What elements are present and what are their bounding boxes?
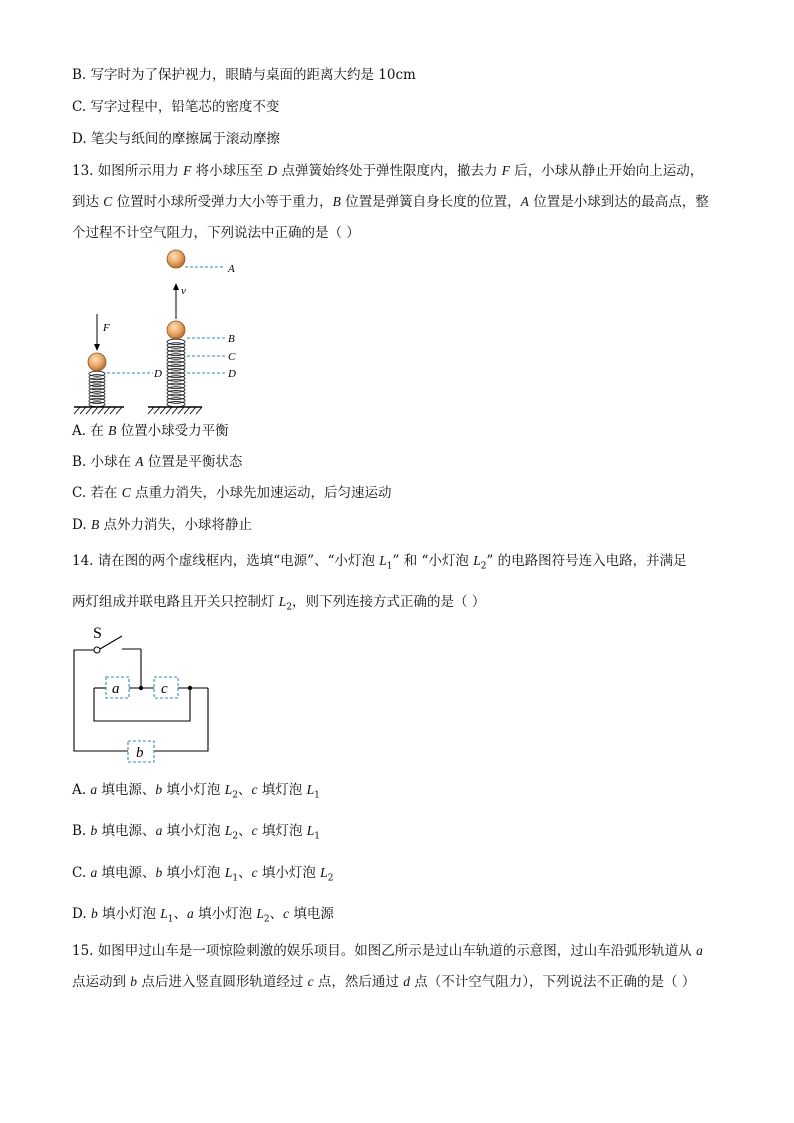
q13-option-d: D. B 点外力消失，小球将静止 bbox=[72, 517, 252, 533]
ground-hatch bbox=[184, 407, 190, 414]
ground-hatch bbox=[104, 407, 110, 414]
q14-stem-line-2: 两灯组成并联电路且开关只控制灯 $L_2$，则下列连接方式正确的是（ ） bbox=[72, 594, 486, 613]
ground-hatch bbox=[110, 407, 116, 414]
label-f: F bbox=[103, 322, 110, 334]
junction-dot bbox=[188, 686, 192, 690]
ground-hatch bbox=[196, 407, 202, 414]
label-b: B bbox=[228, 333, 235, 345]
ground-hatch bbox=[74, 407, 80, 414]
spring-ball-figure bbox=[60, 245, 260, 415]
label-c: C bbox=[228, 351, 236, 363]
ground-hatch bbox=[160, 407, 166, 414]
ground-hatch bbox=[172, 407, 178, 414]
junction-dot bbox=[139, 686, 143, 690]
ground-hatch bbox=[86, 407, 92, 414]
ground-hatch bbox=[178, 407, 184, 414]
svg-text:a: a bbox=[112, 681, 120, 697]
q15-stem-line-2: 点运动到 b 点后进入竖直圆形轨道经过 c 点，然后通过 d 点（不计空气阻力），下列说法不正确的是（ ） bbox=[72, 974, 696, 990]
q13-stem-line-1: 13. 如图所示用力 F 将小球压至 D 点弹簧始终处于弹性限度内，撤去力 F 后，小球从静止开始向上运动， bbox=[72, 163, 704, 179]
svg-text:c: c bbox=[161, 681, 168, 697]
ball-left bbox=[88, 353, 106, 371]
q14-stem-line-1: 14. 请在图的两个虚线框内，选填“电源”、“小灯泡 $L_1$” 和 “小灯泡 $L_2$” 的电路图符号连入电路，并满足 bbox=[72, 553, 687, 572]
ground-hatch bbox=[92, 407, 98, 414]
ground-hatch bbox=[166, 407, 172, 414]
ground-hatch bbox=[98, 407, 104, 414]
ground-hatch bbox=[80, 407, 86, 414]
q13-stem-line-2: 到达 C 位置时小球所受弹力大小等于重力，B 位置是弹簧自身长度的位置，A 位置是小球到达的最高点，整 bbox=[72, 194, 709, 210]
ground-hatch bbox=[116, 407, 122, 414]
q14-option-c: C. a 填电源、b 填小灯泡 $L_1$、c 填小灯泡 $L_2$ bbox=[72, 865, 334, 884]
spring-coil bbox=[167, 401, 185, 407]
q14-option-a: A. a 填电源、b 填小灯泡 $L_2$、c 填灯泡 $L_1$ bbox=[72, 782, 320, 801]
q14-option-b: B. b 填电源、a 填小灯泡 $L_2$、c 填灯泡 $L_1$ bbox=[72, 823, 320, 842]
ball-at-a bbox=[167, 250, 185, 268]
q12-option-c: C. 写字过程中，铅笔芯的密度不变 bbox=[72, 99, 280, 115]
extended-spring bbox=[167, 339, 185, 407]
q15-stem-line-1: 15. 如图甲过山车是一项惊险刺激的娱乐项目。如图乙所示是过山车轨道的示意图，过山车沿弧形轨道从 a bbox=[72, 943, 703, 959]
q13-stem-line-3: 个过程不计空气阻力，下列说法中正确的是（ ） bbox=[72, 225, 360, 241]
ground-hatch bbox=[148, 407, 154, 414]
q13-option-b: B. 小球在 A 位置是平衡状态 bbox=[72, 454, 243, 470]
label-v: v bbox=[181, 285, 186, 297]
label-a: A bbox=[228, 263, 235, 275]
q13-option-a: A. 在 B 位置小球受力平衡 bbox=[72, 423, 229, 439]
q13-option-c: C. 若在 C 点重力消失，小球先加速运动，后匀速运动 bbox=[72, 485, 392, 501]
compressed-spring bbox=[89, 371, 105, 407]
ground-hatch bbox=[190, 407, 196, 414]
ball-right bbox=[167, 321, 185, 339]
q12-option-d: D. 笔尖与纸间的摩擦属于滚动摩擦 bbox=[72, 131, 280, 147]
switch-contact bbox=[94, 647, 100, 653]
q14-option-d: D. b 填小灯泡 $L_1$、a 填小灯泡 $L_2$、c 填电源 bbox=[72, 906, 334, 925]
ground-hatch bbox=[154, 407, 160, 414]
label-d-right: D bbox=[228, 368, 236, 380]
spring-coil bbox=[89, 402, 105, 407]
label-d-left: D bbox=[154, 368, 162, 380]
q12-option-b: B. 写字时为了保护视力，眼睛与桌面的距离大约是 10cm bbox=[72, 67, 416, 83]
circuit-figure bbox=[66, 618, 216, 768]
svg-text:b: b bbox=[136, 745, 144, 761]
switch-label: S bbox=[93, 625, 102, 642]
